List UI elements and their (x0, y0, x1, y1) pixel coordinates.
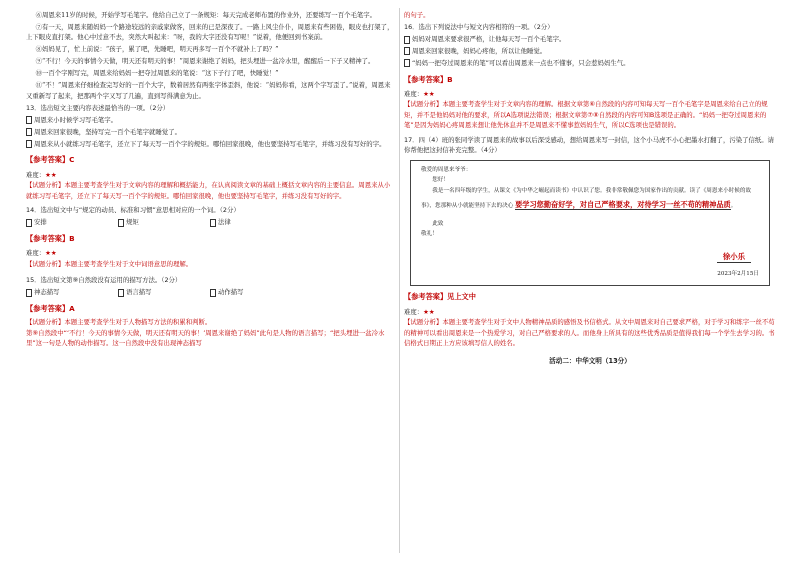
filled-answer[interactable]: 要学习您勤奋好学，对自己严格要求，对待学习一丝不苟的精神品质 (515, 200, 731, 210)
answer-17: 【参考答案】见上文中 (404, 292, 476, 302)
option-b[interactable]: 语言描写 (118, 287, 210, 297)
passage-paragraph: ⑧妈妈见了，忙上前说：“孩子，累了吧，先睡吧，明天再多写一百个不就补上了吗？” (35, 45, 279, 54)
checkbox[interactable] (210, 289, 216, 297)
checkbox[interactable] (404, 36, 410, 44)
checkbox[interactable] (404, 47, 410, 55)
letter-date: 2023年2月15日 (717, 271, 759, 278)
passage-paragraph: ⑦有一天，周恩来随妈妈一个路途较远的亲戚家做客，回来的已是深夜了。一路上风尘仆仆，周恩来有些困倦，眼皮也打架了，上下眼皮直打架。他心中过意不去，突然大叫起来：“呀，我的大字还没有写呢！”说着，他便回到书案前。 (26, 23, 394, 42)
difficulty-14: 难度：★★ (26, 249, 57, 258)
question-15-text: 15．选出短文第⑨自然段没有运用的描写方法。（2分） (26, 276, 182, 284)
passage-paragraph: ⑩一百个字刚写完，周恩来给妈妈一把夺过周恩来的笔说：“这下子行了吧，快睡觉！” (35, 69, 279, 78)
option-c[interactable]: “妈妈一把夺过周恩来的笔”可以看出周恩来一点也不懂事，只会惹妈妈生气。 (404, 58, 776, 68)
option-b[interactable]: 周恩来回家很晚，妈妈心疼他，所以让他睡觉。 (404, 46, 776, 56)
stars: ★★ (423, 307, 435, 316)
option-c[interactable]: 周恩来从小就练习写毛笔字，还立下了每天写一百个字的规矩。哪怕回家很晚，他也要坚持写毛笔字，并练习没有写好的字。 (26, 139, 396, 149)
letter-hello: 您好！ (432, 177, 449, 184)
stars: ★★ (423, 89, 435, 98)
checkbox[interactable] (26, 289, 32, 297)
analysis-14: 【试题分析】本题主要考查学生对于文中词语意思的理解。 (26, 259, 193, 268)
checkbox[interactable] (26, 140, 32, 148)
question-16 (404, 22, 776, 130)
stars: ★★ (45, 249, 57, 258)
checkbox[interactable] (26, 116, 32, 124)
option-c[interactable]: 法律 (210, 217, 302, 227)
option-a[interactable]: 神态描写 (26, 287, 118, 297)
question-14 (26, 205, 396, 269)
option-a[interactable]: 安排 (26, 217, 118, 227)
right-column (404, 10, 776, 367)
analysis-17: 【试题分析】本题主要考查学生对于文中人物精神品质的感悟及书信格式。从文中周恩来对自己要求严格，对于学习和练字一丝不苟的精神可以看出周恩来是一个热爱学习，对自己严格要求的人。而他身上所具有的这些优秀品质是值得我们每一个学生去学习的。书信格式日期正上方应该填写信人的姓名。 (404, 318, 775, 347)
answer-13: 【参考答案】C (26, 155, 75, 165)
letter-salute: 敬礼！ (421, 231, 438, 238)
question-15 (26, 275, 396, 348)
analysis-16: 【试题分析】本题主要考查学生对于文章内容的理解。根据文章第⑥自然段的内容可知每天写一百个毛笔字是周恩来给自己立的规矩，并不是他妈妈对他的要求，所以A选项说法错误；根据文章第⑦⑧自然段的内容可知B选项是正确的。“妈妈一把夺过周恩来的笔”是因为妈妈心疼周恩来想让他先休息并不是周恩来不懂事惹妈妈生气，所以C选项也是错误的。 (404, 100, 768, 130)
question-14-text: 14．选出短文中与“规定的动员、标准和习惯”意思相对应的一个词。（2分） (26, 205, 240, 214)
options-15 (26, 287, 396, 297)
question-17 (404, 135, 776, 349)
letter-signature[interactable]: 徐小乐 (717, 252, 751, 263)
stars: ★★ (45, 170, 57, 179)
continued-text: 的句子。 (404, 11, 430, 19)
checkbox[interactable] (210, 219, 216, 227)
letter-greeting: 敬爱的周恩来爷爷： (421, 167, 472, 174)
question-16-text: 16．选出下列说法中与短文内容相符的一项。（2分） (404, 23, 554, 32)
option-b[interactable]: 周恩来回家很晚，坚持写完一百个毛笔字就睡觉了。 (26, 127, 396, 137)
question-17-text: 17．四（4）班的张同学读了周恩来的故事以后深受感动，想给周恩来写一封信，这个小马虎不小心把墨水打翻了，污染了信纸。请你帮他把这封信补充完整。（4分） (404, 135, 775, 154)
checkbox[interactable] (118, 219, 124, 227)
question-13 (26, 103, 396, 201)
difficulty-17: 难度：★★ (404, 307, 435, 316)
difficulty-13: 难度：★★ (26, 170, 57, 179)
analysis-13: 【试题分析】本题主要考查学生对于文章内容的理解和概括能力，在认真阅读文章的基础上概括文章内容的主要信息。周恩来从小就练习写毛笔字，还立下了每天写一百个字的规矩。哪怕回家很晚，他也要坚持写毛笔字，并练习没有写好的字。 (26, 181, 391, 200)
option-a[interactable]: 妈妈对周恩来要求很严格，让他每天写一百个毛笔字。 (404, 34, 776, 44)
letter-body: 我是一名四年级的学生，从课文《为中华之崛起而读书》中认识了您。我非常敬佩您为国家作出的贡献。读了《周恩来小时候的故事》，您那种从小就能坚持下去的决心 要学习您勤奋好学，对自己严格要求，对待学习一丝不苟的精神品质。 (421, 188, 752, 210)
column-divider (399, 8, 400, 553)
analysis-15-detail: 第⑨自然段中“‘不行！今天的事情今天做，明天还有明天的事！’周恩来谢绝了妈妈”此句是人物的语言描写；“把头埋进一盆冷水里”这一句是人物的动作描写。这一自然段中没有出现神态描写 (26, 328, 385, 348)
option-a[interactable]: 周恩来小时候学习写毛笔字。 (26, 115, 396, 125)
activity-heading: 活动二：中华文明（13分） (549, 357, 631, 366)
passage-paragraph: ⑪“不！”周恩来仔细检查完写好的一百个大字，数着居然有两张字体歪斜，他说：“妈妈你看，这两个字写歪了。”说着，周恩来又重新写了起来，把那两个字又写了几遍，直到写得满意为止。 (26, 81, 391, 100)
option-b[interactable]: 规矩 (118, 217, 210, 227)
checkbox[interactable] (404, 59, 410, 67)
answer-14: 【参考答案】B (26, 233, 75, 243)
question-13-text: 13．选出短文主要内容表述最恰当的一项。（2分） (26, 104, 170, 113)
checkbox[interactable] (118, 289, 124, 297)
answer-16: 【参考答案】B (404, 74, 453, 84)
passage-paragraph: ⑨“不行！今天的事情今天做，明天还有明天的事！”周恩来谢绝了妈妈，把头埋进一盆冷水里，醒醒后一下子又精神了。 (35, 57, 375, 66)
left-column (26, 10, 396, 348)
answer-15: 【参考答案】A (26, 303, 75, 313)
checkbox[interactable] (26, 219, 32, 227)
letter-box (410, 160, 770, 286)
analysis-15: 【试题分析】本题主要考查学生对于人物描写方法的积累和判断。 (26, 318, 212, 327)
option-c[interactable]: 动作描写 (210, 287, 302, 297)
letter-closing: 此致 (432, 221, 444, 228)
options-14 (26, 217, 396, 227)
reading-passage (26, 10, 396, 101)
difficulty-16: 难度：★★ (404, 89, 435, 98)
checkbox[interactable] (26, 128, 32, 136)
passage-paragraph: ⑥周恩来11岁的时候，开始学写毛笔字。他给自己立了一条规矩：每天完成老师布置的作业外，还要练写一百个毛笔字。 (35, 11, 377, 19)
